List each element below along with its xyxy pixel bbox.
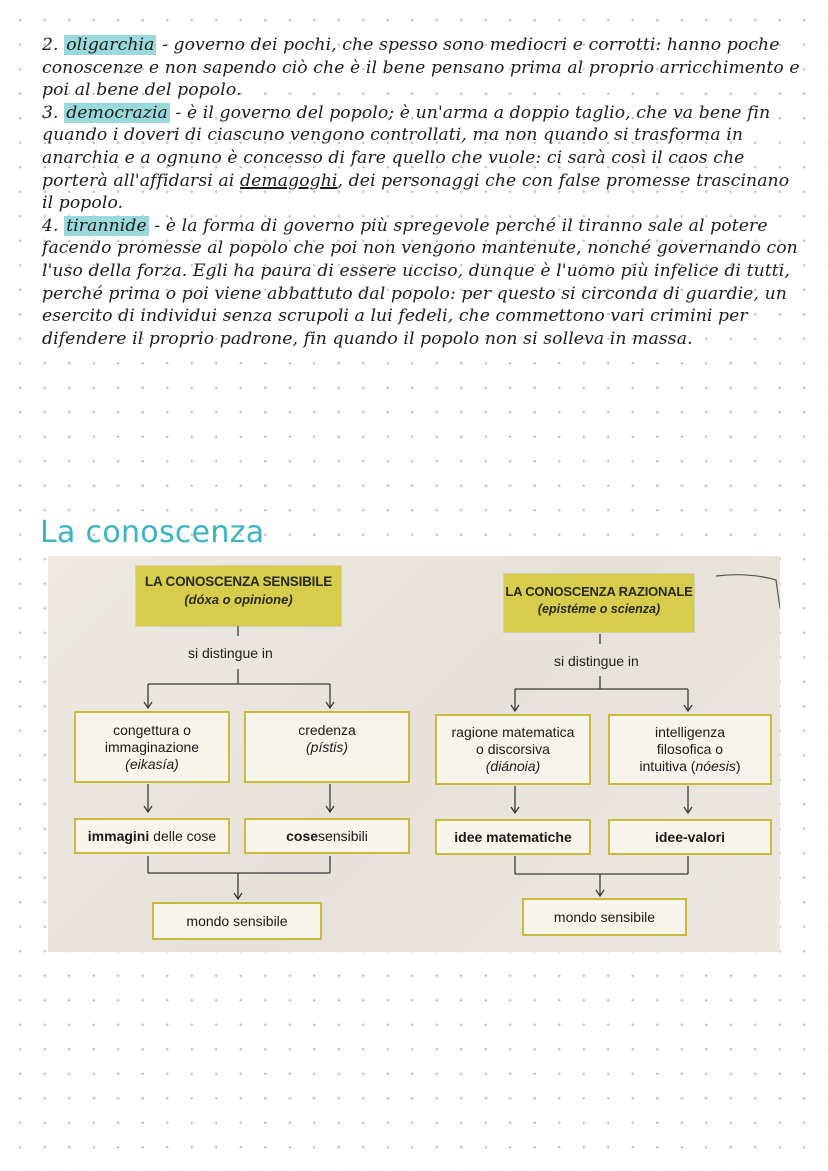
box-cose-sensibili: [244, 818, 410, 854]
header-razionale: [504, 574, 694, 632]
final-text: mondo sensibile: [553, 908, 656, 925]
box-idee-matematiche: [435, 819, 591, 855]
term-oligarchia: oligarchia: [66, 35, 155, 55]
term-demagoghi: demagoghi: [239, 170, 338, 191]
notes-text: [42, 34, 802, 350]
split-label-left: si distingue in: [188, 645, 273, 661]
box-text: intuitiva (: [639, 758, 696, 774]
box-text: ragione matematica: [451, 724, 575, 740]
box-text: filosofica o: [656, 741, 724, 757]
box-text: ): [735, 758, 741, 774]
item-number: 4.: [42, 215, 59, 236]
box-text: credenza: [298, 722, 356, 738]
split-label-right: si distingue in: [554, 653, 639, 669]
term-democrazia: democrazia: [66, 102, 168, 123]
definition-text: - è la forma di governo più spregevole perché il tiranno sale al potere facendo promesse al popolo che poi non vengono mantenute, nonché governando con l'uso della forza. Egli ha paura di essere ucciso, dunque è l'uomo più infelice di tutti, perché prima o poi viene abbattuto dal popolo: per questo si circonda di guardie, un esercito di individui senza scrupoli a lui fedeli, che commettono vari crimini per difendere il proprio padrone, fin quando il popolo non si solleva in massa.: [42, 215, 798, 349]
box-text: immaginazione: [104, 738, 200, 755]
header-sensible: [136, 566, 341, 626]
item-number: 2.: [42, 35, 59, 55]
box-term: (diánoia): [485, 758, 541, 774]
note-tirannide: [42, 215, 802, 351]
box-pistis: [244, 711, 410, 783]
box-term: (pístis): [306, 739, 348, 755]
header-subtitle: (dóxa o opinione): [184, 592, 293, 607]
box-eikasia: [74, 711, 230, 783]
note-democrazia: [42, 102, 802, 215]
box-dianoia: [435, 714, 591, 785]
header-title: LA CONOSCENZA RAZIONALE: [505, 584, 693, 599]
box-noesis: [608, 714, 772, 785]
note-oligarchia: [42, 34, 802, 102]
header-title: LA CONOSCENZA SENSIBILE: [144, 574, 333, 589]
result-text: delle cose: [149, 827, 217, 844]
result-bold: cose: [286, 827, 319, 844]
final-text: mondo sensibile: [186, 912, 288, 929]
box-immagini: [74, 818, 230, 854]
result-bold: idee-valori: [654, 828, 726, 845]
header-subtitle: (epistéme o scienza): [537, 602, 661, 616]
result-text: sensibili: [318, 827, 368, 844]
box-idee-valori: [608, 819, 772, 855]
definition-text: , dei personaggi che con false promesse trascinano il popolo.: [42, 170, 790, 214]
box-text: intelligenza: [654, 724, 726, 740]
result-bold: immagini: [87, 827, 150, 844]
box-term: (eikasía): [125, 755, 179, 772]
definition-text: - governo dei pochi, che spesso sono mediocri e corrotti: hanno poche conoscenze e non sapendo ciò che è il bene pensano prima al proprio arricchimento e poi al bene del popolo.: [42, 35, 800, 101]
box-mondo-sensibile-right: [522, 898, 687, 936]
definition-text: - è il governo del popolo; è un'arma a doppio taglio, che va bene fin quando i doveri di ciascuno vengono controllati, ma non quando si trasforma in anarchia e a ognuno è concesso di fare quello che vuole: ci sarà così il caos che porterà all'affidarsi ai: [42, 102, 771, 191]
box-text: o discorsiva: [476, 741, 550, 757]
box-text: congettura o: [113, 721, 191, 738]
term-tirannide: tirannide: [66, 215, 147, 236]
knowledge-diagram-photo: [48, 556, 780, 952]
box-term: nóesis: [695, 758, 736, 774]
box-mondo-sensibile-left: [152, 902, 322, 940]
result-bold: idee matematiche: [454, 828, 572, 845]
section-title: La conoscenza: [40, 515, 265, 550]
item-number: 3.: [42, 102, 59, 123]
